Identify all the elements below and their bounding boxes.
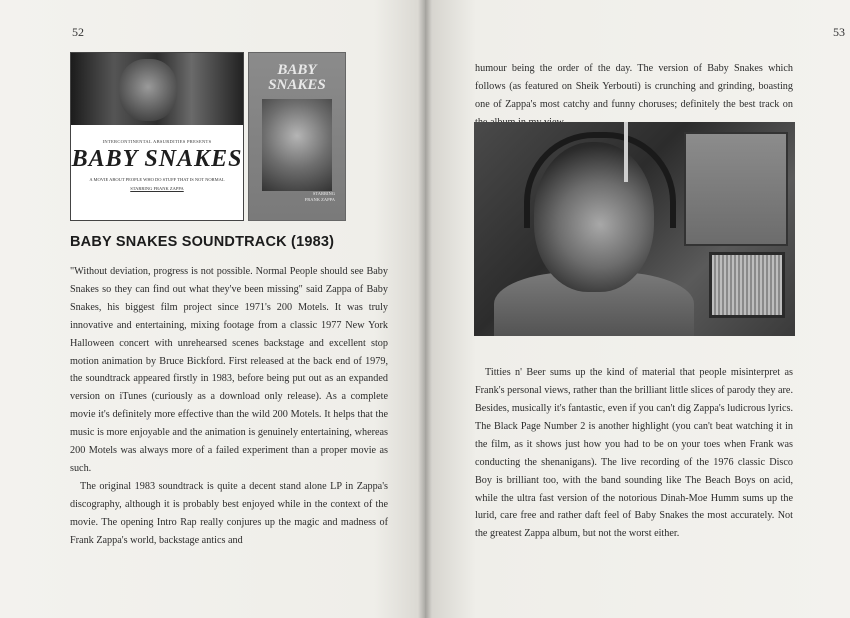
left-paragraph-2: The original 1983 soundtrack is quite a decent stand alone LP in Zappa's discography, although it is probably best enjoyed while in the context of the movie. The opening Intro Rap really conjures up the magic and madness of Frank Zappa's world, backstage antics and	[70, 480, 388, 546]
cover-title	[249, 63, 345, 93]
poster-photo	[71, 53, 243, 125]
amplifier	[709, 252, 785, 318]
headphones-icon	[524, 132, 676, 228]
cover-title-line1: BABY	[277, 62, 317, 78]
right-paragraph-1: humour being the order of the day. The version of Baby Snakes which follows (as featured on Sheik Yerbouti) is crunching and grinding, boasting one of Zappa's most catchy and funny choruses; definitely the best track on	[475, 63, 793, 110]
baby-snakes-poster	[70, 52, 244, 221]
poster-title: BABY SNAKES	[71, 146, 243, 172]
book-gutter	[418, 0, 432, 618]
right-bottom-paragraph	[475, 354, 793, 553]
poster-starring: STARRING FRANK ZAPPA	[130, 186, 184, 191]
cover-title-line2: SNAKES	[268, 77, 326, 93]
page-number-left: 52	[72, 25, 84, 39]
cover-starring	[249, 191, 345, 203]
studio-photo	[474, 122, 795, 336]
baby-snakes-cover	[248, 52, 346, 221]
section-heading: BABY SNAKES SOUNDTRACK (1983)	[70, 234, 335, 250]
poster-face	[119, 59, 177, 121]
studio-window	[684, 132, 788, 246]
right-paragraph-2: Titties n' Beer sums up the kind of material that people misinterpret as Frank's personal views, rather than the brilliant little slices of parody they are. Besides, musically it's fantastic, even if you can't dig Zappa's ludicrous lyrics. The Black Page Number 2 is another highlight (you can't beat watching it in the film, as it shows just how you had to be on your toes when Frank was conducting the shenanigans). The live recording of the 1976 classic Disco Boy is brilliant too, with the band sounding like The Beach Boys on acid, while the ultra fast version of the notorious Dinah-Moe Humm sums up the lurid, care free and rather daft feel of Baby Snakes the most accurately. Not the greatest Zappa album, but not the worst either.	[475, 367, 793, 540]
microphone-stand	[624, 122, 628, 182]
cover-starring-line2: FRANK ZAPPA	[304, 197, 335, 202]
cover-portrait	[262, 99, 332, 191]
poster-tagline: A MOVIE ABOUT PEOPLE WHO DO STUFF THAT IS NOT NORMAL	[89, 177, 225, 182]
left-paragraph-1: "Without deviation, progress is not possible. Normal People should see Baby Snakes so they can find out what they've been missing" said Zappa of Baby Snakes, his biggest film project since 1971's 200 Motels. It was truly innovative and entertaining, mixing footage from a classic 1977 New York Halloween concert with unrehearsed scenes backstage and excellent stop motion animation by Bruce Bickford. First released at the back end of 1979, the soundtrack appeared firstly in 1983, before being put out as an expanded version on iTunes (curiously as a download only release). As a complete movie it's definitely more effective than the wild 200 Motels. It helps that the music is more enjoyable and the animation is genuinely entertaining, whereas 200 Motels was always more of a failed experiment than a proper movie as such.	[70, 266, 388, 474]
cover-starring-line1: STARRING	[312, 191, 335, 196]
poster-presents: INTERCONTINENTAL ABSURDITIES PRESENTS	[102, 139, 212, 144]
page-number-right: 53	[833, 25, 845, 39]
left-body-text	[70, 263, 388, 550]
